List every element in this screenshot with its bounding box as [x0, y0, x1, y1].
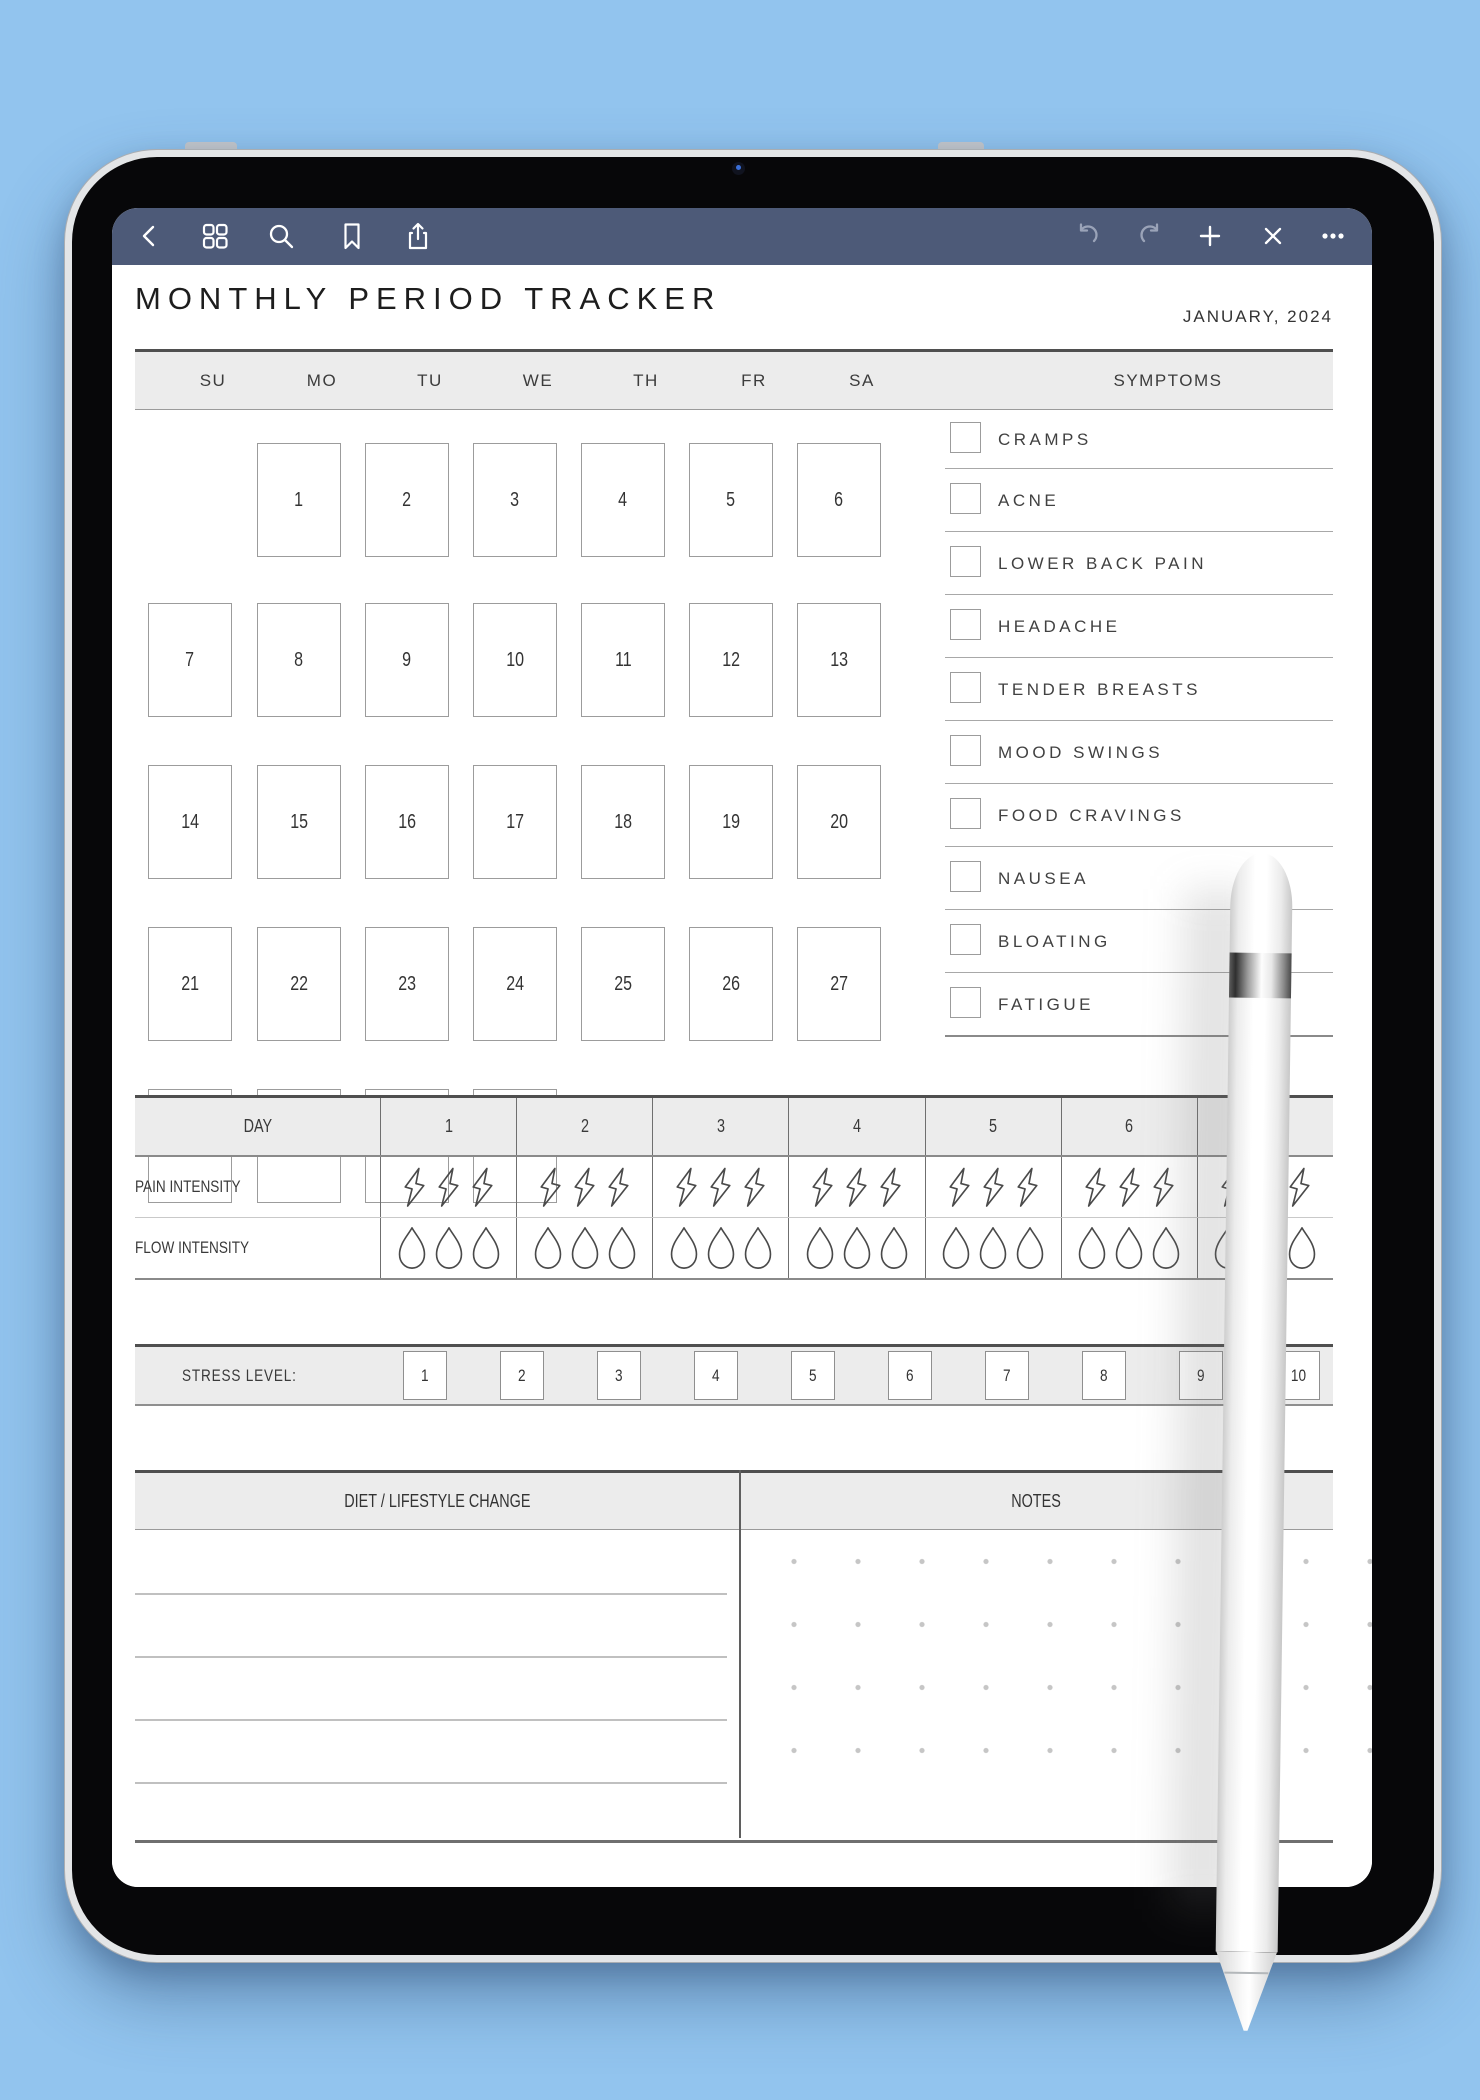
pain-cell-day-2[interactable] — [516, 1157, 652, 1217]
flow-intensity-label: FLOW INTENSITY — [135, 1238, 250, 1257]
stress-level-label: STRESS LEVEL: — [182, 1366, 297, 1385]
symptom-checkbox-tender-breasts[interactable] — [950, 672, 981, 703]
calendar-day-13[interactable]: 13 — [797, 603, 881, 717]
calendar-day-16[interactable]: 16 — [365, 765, 449, 879]
lightning-bolt-icon — [1149, 1167, 1178, 1208]
calendar-day-2[interactable]: 2 — [365, 443, 449, 557]
water-drop-icon — [532, 1225, 564, 1271]
lightning-bolt-icon — [945, 1167, 974, 1208]
calendar-day-25[interactable]: 25 — [581, 927, 665, 1041]
lightning-bolt-icon — [706, 1167, 735, 1208]
symptom-checkbox-mood-swings[interactable] — [950, 735, 981, 766]
symptom-checkbox-acne[interactable] — [950, 483, 981, 514]
dow-monday: MO — [306, 371, 338, 390]
calendar-day-26[interactable]: 26 — [689, 927, 773, 1041]
dow-thursday: TH — [633, 371, 659, 390]
symptom-row-food-cravings: FOOD CRAVINGS — [945, 783, 1333, 847]
calendar-day-10[interactable]: 10 — [473, 603, 557, 717]
ruled-line — [135, 1656, 727, 1658]
pain-cell-day-6[interactable] — [1061, 1157, 1197, 1217]
calendar-header-band — [135, 349, 1333, 410]
calendar-day-9[interactable]: 9 — [365, 603, 449, 717]
symptom-checkbox-fatigue[interactable] — [950, 987, 981, 1018]
table-day-header: 6 — [1061, 1098, 1197, 1155]
diet-writing-area[interactable] — [135, 1530, 735, 1840]
redo-icon[interactable] — [1135, 221, 1165, 251]
symptom-row-cramps: CRAMPS — [945, 410, 1333, 469]
symptom-row-bloating: BLOATING — [945, 909, 1333, 973]
diet-notes-body — [135, 1530, 1333, 1843]
calendar-day-7[interactable]: 7 — [148, 603, 232, 717]
calendar-day-27[interactable]: 27 — [797, 927, 881, 1041]
lightning-bolt-icon — [1115, 1167, 1144, 1208]
table-day-header: 1 — [380, 1098, 516, 1155]
stress-level-4[interactable]: 4 — [694, 1351, 738, 1400]
water-drop-icon — [1286, 1225, 1318, 1271]
undo-icon[interactable] — [1073, 221, 1103, 251]
water-drop-icon — [606, 1225, 638, 1271]
symptom-row-nausea: NAUSEA — [945, 846, 1333, 910]
lightning-bolt-icon — [604, 1167, 633, 1208]
symptom-row-mood-swings: MOOD SWINGS — [945, 720, 1333, 784]
pencil-tip — [1215, 1951, 1278, 2031]
intensity-table-header — [135, 1095, 1333, 1157]
lightning-bolt-icon — [434, 1167, 463, 1208]
calendar-day-11[interactable]: 11 — [581, 603, 665, 717]
table-day-header: 2 — [516, 1098, 652, 1155]
dow-friday: FR — [741, 371, 767, 390]
calendar-day-1[interactable]: 1 — [257, 443, 341, 557]
water-drop-icon — [977, 1225, 1009, 1271]
search-icon[interactable] — [266, 221, 296, 251]
pain-cell-day-3[interactable] — [652, 1157, 788, 1217]
lightning-bolt-icon — [808, 1167, 837, 1208]
symptom-row-headache: HEADACHE — [945, 594, 1333, 658]
lightning-bolt-icon — [842, 1167, 871, 1208]
pain-cell-day-1[interactable] — [380, 1157, 516, 1217]
share-icon[interactable] — [402, 221, 432, 251]
lightning-bolt-icon — [1285, 1167, 1314, 1208]
stress-level-10[interactable]: 10 — [1276, 1351, 1320, 1400]
calendar-day-19[interactable]: 19 — [689, 765, 773, 879]
dow-saturday: SA — [849, 371, 875, 390]
flow-cell-day-6[interactable] — [1061, 1218, 1197, 1278]
calendar-day-6[interactable]: 6 — [797, 443, 881, 557]
lightning-bolt-icon — [876, 1167, 905, 1208]
water-drop-icon — [705, 1225, 737, 1271]
calendar-day-17[interactable]: 17 — [473, 765, 557, 879]
back-icon[interactable] — [135, 221, 165, 251]
water-drop-icon — [433, 1225, 465, 1271]
intensity-table — [135, 1095, 1333, 1280]
page-title: MONTHLY PERIOD TRACKER — [135, 281, 722, 316]
pages-grid-icon[interactable] — [200, 221, 230, 251]
flow-cell-day-4[interactable] — [788, 1218, 924, 1278]
add-icon[interactable] — [1195, 221, 1225, 251]
bookmark-icon[interactable] — [336, 221, 366, 251]
symptom-row-fatigue: FATIGUE — [945, 972, 1333, 1037]
calendar-day-22[interactable]: 22 — [257, 927, 341, 1041]
dow-tuesday: TU — [417, 371, 443, 390]
symptom-checkbox-headache[interactable] — [950, 609, 981, 640]
stress-level-9[interactable]: 9 — [1179, 1351, 1223, 1400]
notes-header: NOTES — [1011, 1490, 1061, 1511]
calendar-day-21[interactable]: 21 — [148, 927, 232, 1041]
stress-level-1[interactable]: 1 — [403, 1351, 447, 1400]
pain-intensity-row — [135, 1157, 1333, 1218]
calendar-day-5[interactable]: 5 — [689, 443, 773, 557]
calendar-day-4[interactable]: 4 — [581, 443, 665, 557]
ruled-line — [135, 1719, 727, 1721]
water-drop-icon — [396, 1225, 428, 1271]
stress-level-3[interactable]: 3 — [597, 1351, 641, 1400]
symptom-checkbox-cramps[interactable] — [950, 422, 981, 453]
flow-cell-day-2[interactable] — [516, 1218, 652, 1278]
section-divider — [739, 1470, 741, 1838]
symptom-checkbox-nausea[interactable] — [950, 861, 981, 892]
symptoms-header: SYMPTOMS — [1113, 371, 1223, 390]
water-drop-icon — [1076, 1225, 1108, 1271]
table-day-header: 3 — [652, 1098, 788, 1155]
app-toolbar — [112, 208, 1372, 265]
symptom-row-acne: ACNE — [945, 468, 1333, 532]
flow-cell-day-3[interactable] — [652, 1218, 788, 1278]
lightning-bolt-icon — [740, 1167, 769, 1208]
stress-level-6[interactable]: 6 — [888, 1351, 932, 1400]
ruled-line — [135, 1593, 727, 1595]
table-day-header: 5 — [925, 1098, 1061, 1155]
water-drop-icon — [1113, 1225, 1145, 1271]
lightning-bolt-icon — [979, 1167, 1008, 1208]
close-icon[interactable] — [1258, 221, 1288, 251]
calendar-day-18[interactable]: 18 — [581, 765, 665, 879]
water-drop-icon — [470, 1225, 502, 1271]
water-drop-icon — [668, 1225, 700, 1271]
dow-wednesday: WE — [522, 371, 554, 390]
flow-cell-day-5[interactable] — [925, 1218, 1061, 1278]
lightning-bolt-icon — [570, 1167, 599, 1208]
lightning-bolt-icon — [1081, 1167, 1110, 1208]
symptom-row-lower-back-pain: LOWER BACK PAIN — [945, 531, 1333, 595]
symptom-row-tender-breasts: TENDER BREASTS — [945, 657, 1333, 721]
water-drop-icon — [878, 1225, 910, 1271]
page-date: JANUARY, 2024 — [1182, 307, 1333, 326]
calendar-day-12[interactable]: 12 — [689, 603, 773, 717]
calendar-day-15[interactable]: 15 — [257, 765, 341, 879]
flow-cell-day-1[interactable] — [380, 1218, 516, 1278]
stress-level-2[interactable]: 2 — [500, 1351, 544, 1400]
water-drop-icon — [804, 1225, 836, 1271]
stress-level-5[interactable]: 5 — [791, 1351, 835, 1400]
symptom-checkbox-bloating[interactable] — [950, 924, 981, 955]
lightning-bolt-icon — [468, 1167, 497, 1208]
lightning-bolt-icon — [1013, 1167, 1042, 1208]
day-label: DAY — [243, 1116, 272, 1136]
symptom-checkbox-lower-back-pain[interactable] — [950, 546, 981, 577]
water-drop-icon — [1150, 1225, 1182, 1271]
ruled-line — [135, 1782, 727, 1784]
stress-level-band — [135, 1344, 1333, 1406]
calendar-day-20[interactable]: 20 — [797, 765, 881, 879]
lightning-bolt-icon — [400, 1167, 429, 1208]
diet-header: DIET / LIFESTYLE CHANGE — [343, 1490, 531, 1511]
front-camera — [732, 162, 745, 175]
more-icon[interactable] — [1318, 221, 1348, 251]
pain-cell-day-4[interactable] — [788, 1157, 924, 1217]
water-drop-icon — [940, 1225, 972, 1271]
lightning-bolt-icon — [536, 1167, 565, 1208]
water-drop-icon — [1014, 1225, 1046, 1271]
stress-level-7[interactable]: 7 — [985, 1351, 1029, 1400]
water-drop-icon — [742, 1225, 774, 1271]
stress-level-8[interactable]: 8 — [1082, 1351, 1126, 1400]
water-drop-icon — [569, 1225, 601, 1271]
water-drop-icon — [841, 1225, 873, 1271]
pencil-metal-ring — [1229, 953, 1292, 999]
calendar-day-23[interactable]: 23 — [365, 927, 449, 1041]
table-day-header: 4 — [788, 1098, 924, 1155]
symptom-checkbox-food-cravings[interactable] — [950, 798, 981, 829]
dow-sunday: SU — [199, 371, 227, 390]
calendar-day-8[interactable]: 8 — [257, 603, 341, 717]
flow-intensity-row — [135, 1218, 1333, 1280]
calendar-day-14[interactable]: 14 — [148, 765, 232, 879]
pain-intensity-label: PAIN INTENSITY — [135, 1177, 241, 1196]
diet-notes-header-band — [135, 1470, 1333, 1530]
calendar-day-3[interactable]: 3 — [473, 443, 557, 557]
calendar-day-24[interactable]: 24 — [473, 927, 557, 1041]
lightning-bolt-icon — [672, 1167, 701, 1208]
pain-cell-day-5[interactable] — [925, 1157, 1061, 1217]
